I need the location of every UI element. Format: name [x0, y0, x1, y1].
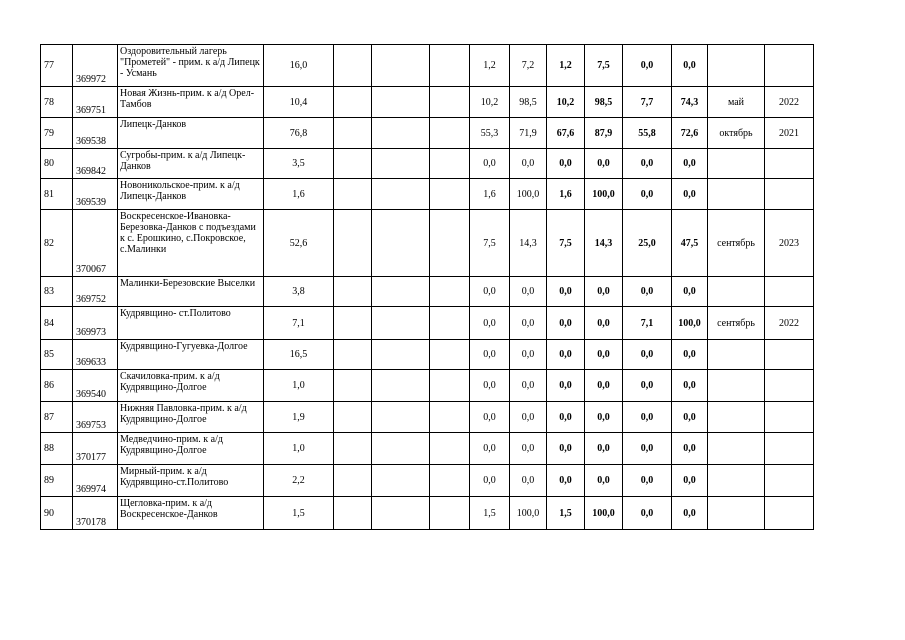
cell-len: 76,8	[264, 118, 334, 149]
cell-a	[334, 307, 372, 340]
cell-v4: 14,3	[585, 210, 623, 277]
cell-v5: 55,8	[623, 118, 672, 149]
cell-v1: 1,6	[470, 179, 510, 210]
cell-a	[334, 402, 372, 433]
cell-v3: 67,6	[547, 118, 585, 149]
cell-code: 370178	[73, 497, 118, 530]
table-row	[41, 370, 814, 402]
cell-len: 1,6	[264, 179, 334, 210]
cell-year: 2023	[765, 210, 814, 277]
cell-a	[334, 118, 372, 149]
cell-month	[708, 433, 765, 465]
cell-v2: 14,3	[510, 210, 547, 277]
cell-len: 2,2	[264, 465, 334, 497]
table-row	[41, 433, 814, 465]
cell-c	[430, 433, 470, 465]
cell-v1: 0,0	[470, 370, 510, 402]
cell-name: Сугробы-прим. к а/д Липецк-Данков	[118, 149, 264, 179]
cell-v6: 0,0	[672, 277, 708, 307]
cell-code: 369540	[73, 370, 118, 402]
cell-month	[708, 370, 765, 402]
cell-n: 85	[41, 340, 73, 370]
cell-v5: 0,0	[623, 340, 672, 370]
cell-v6: 100,0	[672, 307, 708, 340]
cell-b	[372, 179, 430, 210]
cell-v3: 0,0	[547, 370, 585, 402]
cell-v5: 7,1	[623, 307, 672, 340]
cell-month: сентябрь	[708, 307, 765, 340]
cell-year: 2022	[765, 87, 814, 118]
cell-len: 1,5	[264, 497, 334, 530]
cell-v3: 0,0	[547, 340, 585, 370]
cell-code: 369538	[73, 118, 118, 149]
cell-v2: 98,5	[510, 87, 547, 118]
cell-v3: 0,0	[547, 277, 585, 307]
cell-v3: 0,0	[547, 402, 585, 433]
cell-name: Мирный-прим. к а/д Кудрявщино-ст.Политово	[118, 465, 264, 497]
cell-year: 2022	[765, 307, 814, 340]
cell-v5: 25,0	[623, 210, 672, 277]
cell-name: Липецк-Данков	[118, 118, 264, 149]
cell-v1: 0,0	[470, 307, 510, 340]
cell-code: 369752	[73, 277, 118, 307]
cell-b	[372, 277, 430, 307]
cell-month	[708, 179, 765, 210]
cell-b	[372, 87, 430, 118]
cell-v3: 1,6	[547, 179, 585, 210]
cell-v4: 0,0	[585, 465, 623, 497]
cell-b	[372, 307, 430, 340]
cell-b	[372, 465, 430, 497]
cell-c	[430, 277, 470, 307]
cell-v2: 0,0	[510, 149, 547, 179]
cell-v4: 0,0	[585, 340, 623, 370]
cell-len: 3,5	[264, 149, 334, 179]
cell-name: Нижняя Павловка-прим. к а/д Кудрявщино-Долгое	[118, 402, 264, 433]
cell-b	[372, 433, 430, 465]
cell-v3: 1,5	[547, 497, 585, 530]
cell-b	[372, 497, 430, 530]
cell-v5: 0,0	[623, 149, 672, 179]
cell-v4: 98,5	[585, 87, 623, 118]
cell-code: 369751	[73, 87, 118, 118]
cell-a	[334, 340, 372, 370]
table-row	[41, 277, 814, 307]
cell-v5: 0,0	[623, 277, 672, 307]
cell-n: 77	[41, 45, 73, 87]
cell-v5: 0,0	[623, 179, 672, 210]
table-row	[41, 45, 814, 87]
cell-name: Щегловка-прим. к а/д Воскресенское-Данков	[118, 497, 264, 530]
cell-n: 83	[41, 277, 73, 307]
cell-v3: 1,2	[547, 45, 585, 87]
cell-a	[334, 179, 372, 210]
cell-a	[334, 149, 372, 179]
cell-month: октябрь	[708, 118, 765, 149]
cell-c	[430, 402, 470, 433]
cell-name: Воскресенское-Ивановка-Березовка-Данков с подъездами к с. Ерошкино, с.Покровское, с.Малинки	[118, 210, 264, 277]
cell-v2: 0,0	[510, 370, 547, 402]
cell-v2: 71,9	[510, 118, 547, 149]
cell-v6: 0,0	[672, 340, 708, 370]
cell-b	[372, 370, 430, 402]
cell-v1: 7,5	[470, 210, 510, 277]
cell-code: 369633	[73, 340, 118, 370]
cell-len: 1,0	[264, 370, 334, 402]
cell-n: 82	[41, 210, 73, 277]
cell-c	[430, 307, 470, 340]
cell-n: 79	[41, 118, 73, 149]
cell-month: сентябрь	[708, 210, 765, 277]
cell-len: 3,8	[264, 277, 334, 307]
cell-code: 370177	[73, 433, 118, 465]
cell-year	[765, 433, 814, 465]
cell-v3: 0,0	[547, 307, 585, 340]
cell-year: 2021	[765, 118, 814, 149]
cell-a	[334, 210, 372, 277]
cell-v1: 0,0	[470, 465, 510, 497]
cell-name: Новая Жизнь-прим. к а/д Орел-Тамбов	[118, 87, 264, 118]
cell-v4: 0,0	[585, 149, 623, 179]
cell-v6: 0,0	[672, 179, 708, 210]
table-row	[41, 179, 814, 210]
cell-year	[765, 465, 814, 497]
cell-year	[765, 370, 814, 402]
cell-c	[430, 149, 470, 179]
cell-b	[372, 45, 430, 87]
cell-v5: 0,0	[623, 497, 672, 530]
cell-len: 52,6	[264, 210, 334, 277]
table-row	[41, 340, 814, 370]
cell-len: 10,4	[264, 87, 334, 118]
cell-c	[430, 370, 470, 402]
cell-len: 16,0	[264, 45, 334, 87]
cell-v6: 74,3	[672, 87, 708, 118]
cell-v1: 1,5	[470, 497, 510, 530]
cell-c	[430, 45, 470, 87]
cell-c	[430, 87, 470, 118]
cell-v2: 0,0	[510, 465, 547, 497]
cell-n: 86	[41, 370, 73, 402]
cell-v4: 0,0	[585, 433, 623, 465]
cell-name: Медведчино-прим. к а/д Кудрявщино-Долгое	[118, 433, 264, 465]
cell-len: 7,1	[264, 307, 334, 340]
cell-month	[708, 277, 765, 307]
cell-v2: 7,2	[510, 45, 547, 87]
cell-c	[430, 340, 470, 370]
table-row	[41, 87, 814, 118]
cell-v4: 7,5	[585, 45, 623, 87]
cell-c	[430, 179, 470, 210]
cell-v6: 72,6	[672, 118, 708, 149]
cell-code: 370067	[73, 210, 118, 277]
cell-v3: 0,0	[547, 465, 585, 497]
cell-v6: 0,0	[672, 497, 708, 530]
cell-v2: 0,0	[510, 402, 547, 433]
cell-name: Новоникольское-прим. к а/д Липецк-Данков	[118, 179, 264, 210]
cell-len: 1,0	[264, 433, 334, 465]
cell-a	[334, 45, 372, 87]
cell-v2: 0,0	[510, 433, 547, 465]
cell-v5: 0,0	[623, 45, 672, 87]
cell-c	[430, 210, 470, 277]
cell-code: 369753	[73, 402, 118, 433]
cell-code: 369972	[73, 45, 118, 87]
cell-b	[372, 149, 430, 179]
cell-v4: 0,0	[585, 307, 623, 340]
cell-len: 16,5	[264, 340, 334, 370]
cell-year	[765, 402, 814, 433]
cell-year	[765, 340, 814, 370]
cell-v5: 0,0	[623, 465, 672, 497]
cell-v4: 100,0	[585, 179, 623, 210]
cell-v1: 0,0	[470, 277, 510, 307]
cell-b	[372, 340, 430, 370]
cell-name: Кудрявщино- ст.Политово	[118, 307, 264, 340]
table-row	[41, 149, 814, 179]
cell-year	[765, 45, 814, 87]
cell-code: 369974	[73, 465, 118, 497]
cell-n: 78	[41, 87, 73, 118]
cell-v1: 10,2	[470, 87, 510, 118]
cell-c	[430, 497, 470, 530]
cell-v2: 0,0	[510, 340, 547, 370]
cell-month	[708, 402, 765, 433]
cell-year	[765, 179, 814, 210]
cell-n: 87	[41, 402, 73, 433]
cell-v6: 0,0	[672, 370, 708, 402]
cell-name: Оздоровительный лагерь "Прометей" - прим. к а/д Липецк - Усмань	[118, 45, 264, 87]
cell-a	[334, 87, 372, 118]
cell-v6: 0,0	[672, 465, 708, 497]
cell-v4: 87,9	[585, 118, 623, 149]
cell-v1: 0,0	[470, 402, 510, 433]
cell-len: 1,9	[264, 402, 334, 433]
cell-v2: 100,0	[510, 179, 547, 210]
cell-v3: 0,0	[547, 433, 585, 465]
table-row	[41, 307, 814, 340]
cell-month	[708, 149, 765, 179]
cell-c	[430, 465, 470, 497]
cell-n: 88	[41, 433, 73, 465]
cell-name: Скачиловка-прим. к а/д Кудрявщино-Долгое	[118, 370, 264, 402]
cell-month	[708, 340, 765, 370]
cell-a	[334, 497, 372, 530]
cell-v1: 1,2	[470, 45, 510, 87]
cell-a	[334, 370, 372, 402]
cell-v5: 0,0	[623, 402, 672, 433]
cell-month: май	[708, 87, 765, 118]
cell-v2: 0,0	[510, 307, 547, 340]
table-row	[41, 402, 814, 433]
cell-v5: 0,0	[623, 433, 672, 465]
cell-v6: 0,0	[672, 402, 708, 433]
cell-v6: 0,0	[672, 149, 708, 179]
cell-code: 369539	[73, 179, 118, 210]
roads-table	[40, 44, 814, 530]
cell-v6: 0,0	[672, 433, 708, 465]
cell-v4: 0,0	[585, 402, 623, 433]
cell-v1: 0,0	[470, 433, 510, 465]
cell-v6: 0,0	[672, 45, 708, 87]
table-row	[41, 465, 814, 497]
cell-name: Малинки-Березовские Выселки	[118, 277, 264, 307]
cell-n: 90	[41, 497, 73, 530]
table-row	[41, 497, 814, 530]
cell-v5: 7,7	[623, 87, 672, 118]
cell-n: 80	[41, 149, 73, 179]
cell-n: 84	[41, 307, 73, 340]
cell-v2: 0,0	[510, 277, 547, 307]
cell-n: 89	[41, 465, 73, 497]
cell-month	[708, 45, 765, 87]
cell-a	[334, 465, 372, 497]
cell-v4: 100,0	[585, 497, 623, 530]
cell-v3: 0,0	[547, 149, 585, 179]
table-row	[41, 210, 814, 277]
cell-v5: 0,0	[623, 370, 672, 402]
cell-month	[708, 465, 765, 497]
cell-v4: 0,0	[585, 277, 623, 307]
cell-a	[334, 277, 372, 307]
cell-v6: 47,5	[672, 210, 708, 277]
cell-v2: 100,0	[510, 497, 547, 530]
cell-c	[430, 118, 470, 149]
cell-v3: 7,5	[547, 210, 585, 277]
cell-n: 81	[41, 179, 73, 210]
cell-year	[765, 277, 814, 307]
cell-month	[708, 497, 765, 530]
cell-b	[372, 210, 430, 277]
cell-year	[765, 497, 814, 530]
cell-a	[334, 433, 372, 465]
cell-name: Кудрявщино-Гугуевка-Долгое	[118, 340, 264, 370]
cell-b	[372, 118, 430, 149]
cell-b	[372, 402, 430, 433]
cell-v1: 55,3	[470, 118, 510, 149]
cell-year	[765, 149, 814, 179]
cell-v4: 0,0	[585, 370, 623, 402]
cell-code: 369973	[73, 307, 118, 340]
cell-v1: 0,0	[470, 340, 510, 370]
cell-v3: 10,2	[547, 87, 585, 118]
table-row	[41, 118, 814, 149]
cell-v1: 0,0	[470, 149, 510, 179]
cell-code: 369842	[73, 149, 118, 179]
